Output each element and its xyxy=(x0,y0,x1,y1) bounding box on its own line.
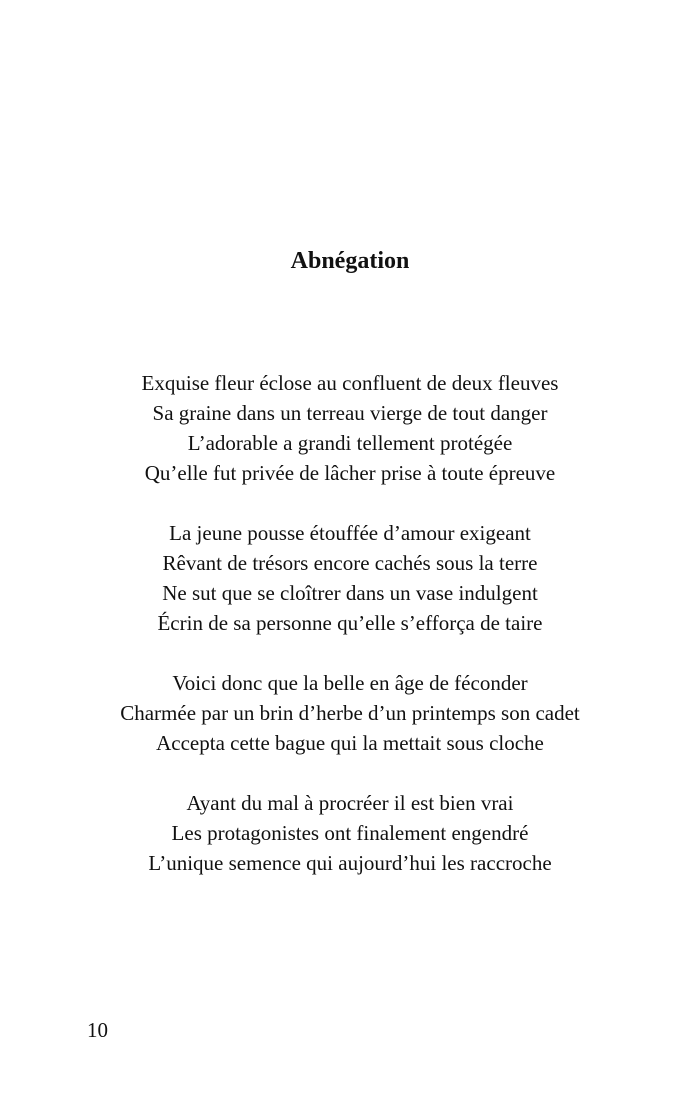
verse-line: Voici donc que la belle en âge de féconder xyxy=(172,671,528,695)
verse-line: Rêvant de trésors encore cachés sous la terre xyxy=(162,551,538,575)
verse-line: Les protagonistes ont finalement engendré xyxy=(171,821,529,845)
stanza xyxy=(0,368,700,488)
verse-line: Sa graine dans un terreau vierge de tout danger xyxy=(152,401,548,425)
stanza xyxy=(0,668,700,758)
poem-body xyxy=(0,368,700,908)
verse-line: Exquise fleur éclose au confluent de deux fleuves xyxy=(141,371,559,395)
verse-line: Ne sut que se cloîtrer dans un vase indulgent xyxy=(162,581,538,605)
stanza xyxy=(0,518,700,638)
verse-line: Charmée par un brin d’herbe d’un printemps son cadet xyxy=(120,701,580,725)
verse-line: Écrin de sa personne qu’elle s’efforça de taire xyxy=(157,611,543,635)
verse-line: Accepta cette bague qui la mettait sous cloche xyxy=(156,731,544,755)
verse-line: Ayant du mal à procréer il est bien vrai xyxy=(186,791,514,815)
verse-line: L’unique semence qui aujourd’hui les raccroche xyxy=(148,851,552,875)
stanza xyxy=(0,788,700,878)
verse-line: Qu’elle fut privée de lâcher prise à toute épreuve xyxy=(144,461,556,485)
page-number: 10 xyxy=(87,1018,108,1042)
verse-line: La jeune pousse étouffée d’amour exigeant xyxy=(169,521,531,545)
poem-title: Abnégation xyxy=(290,248,410,274)
verse-line: L’adorable a grandi tellement protégée xyxy=(187,431,513,455)
